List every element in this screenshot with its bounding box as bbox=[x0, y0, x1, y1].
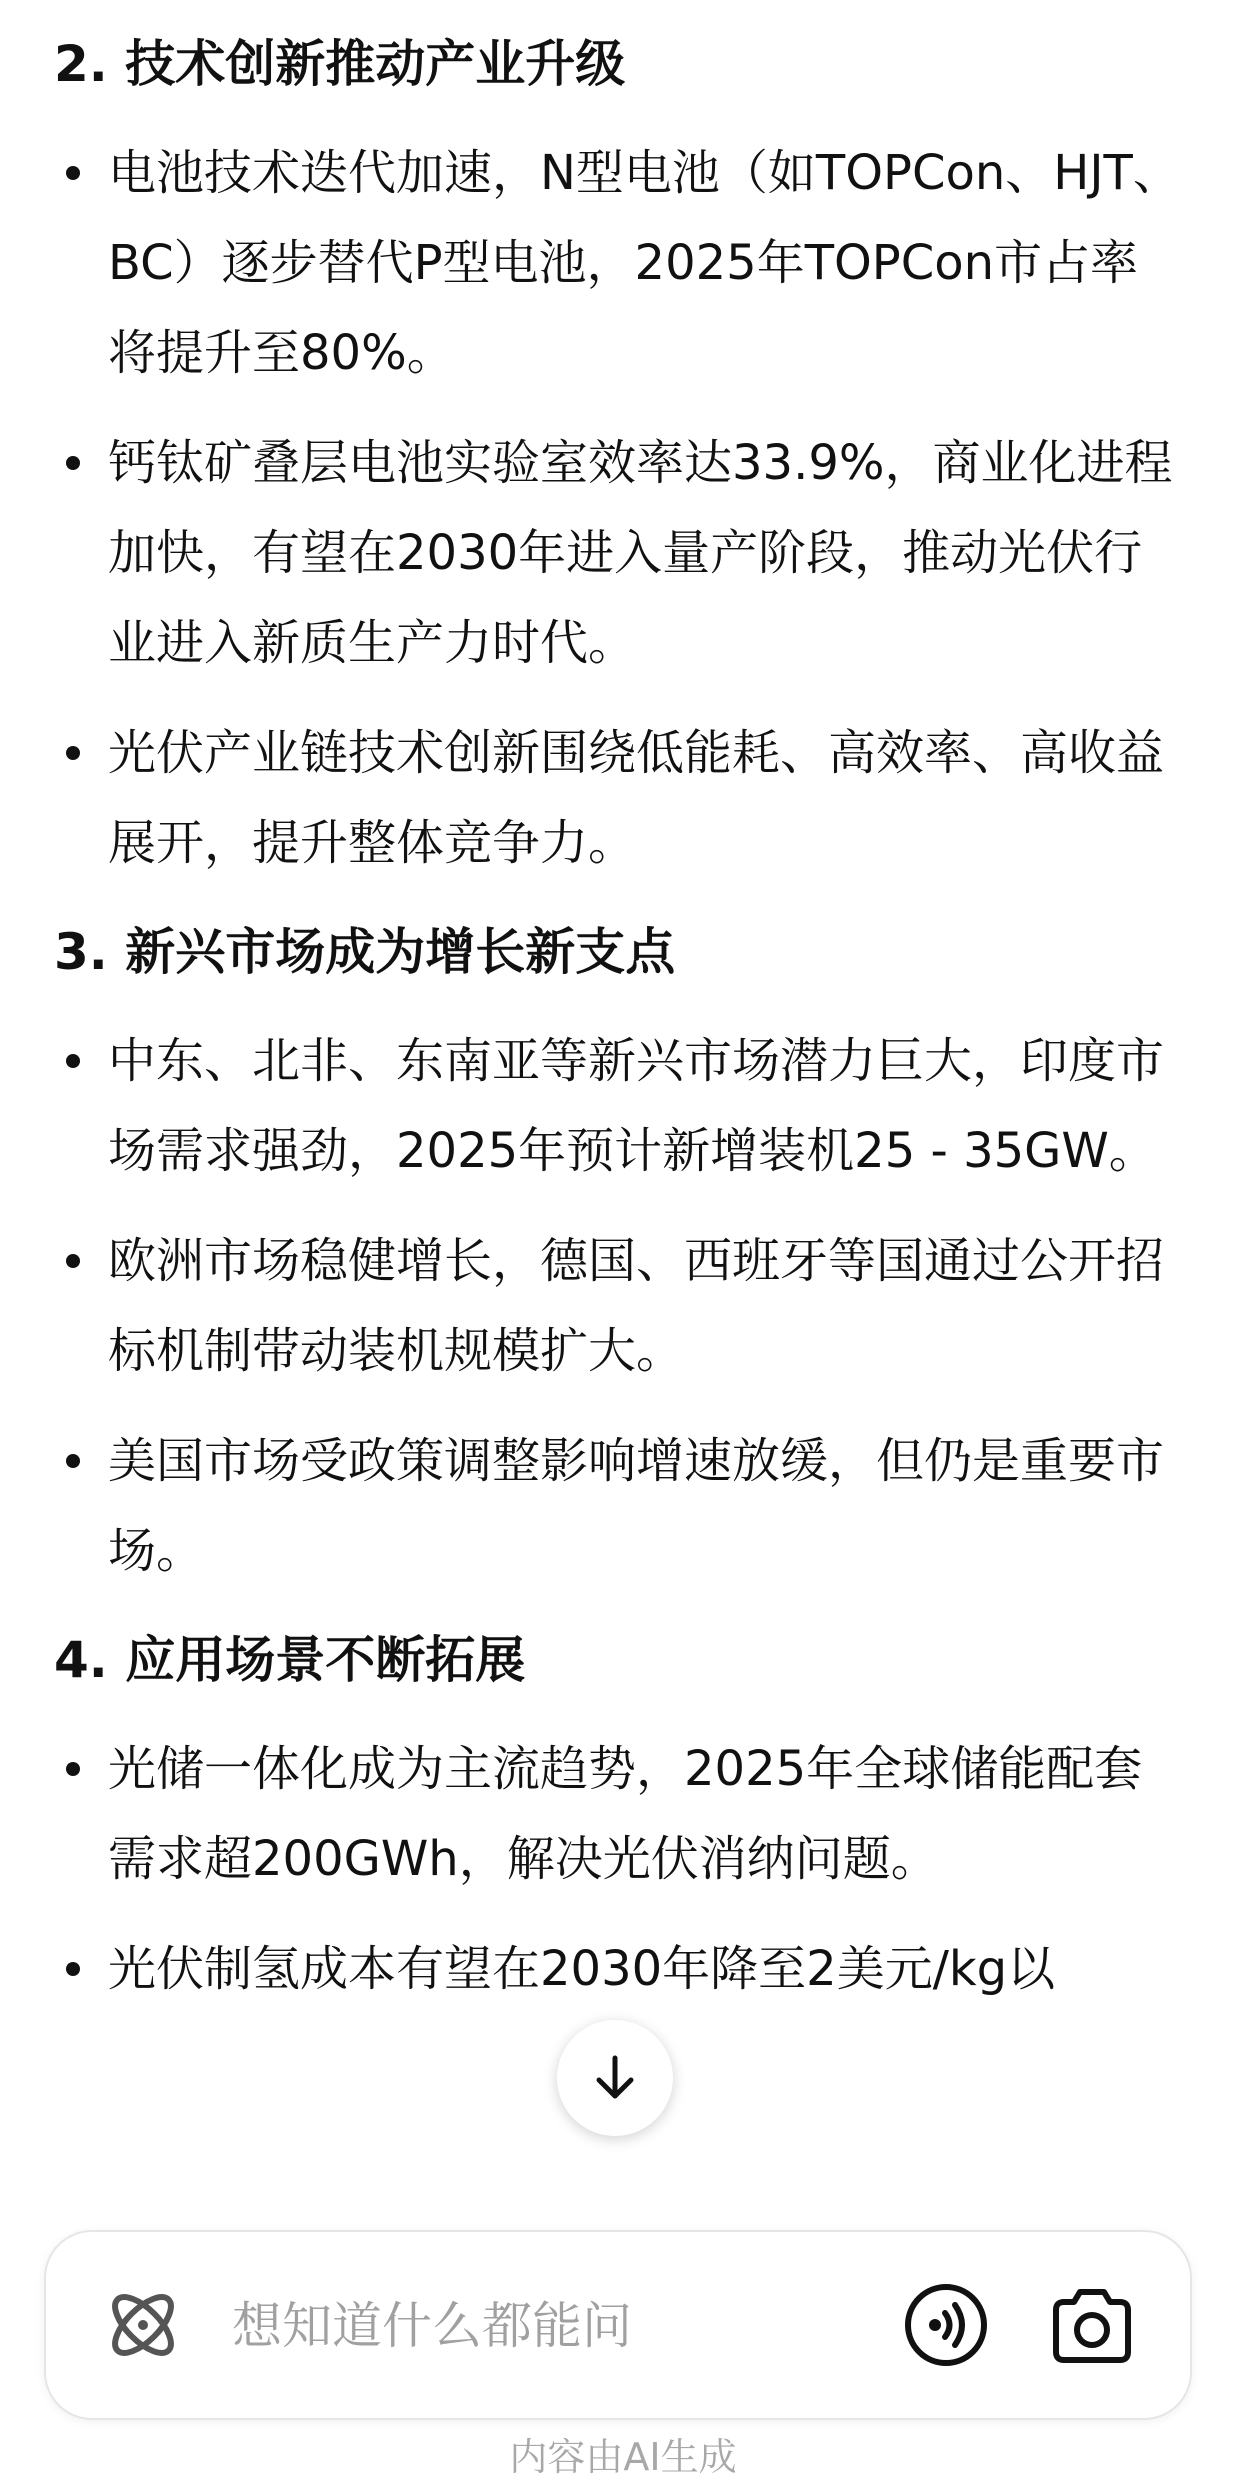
bullet-dot bbox=[66, 1962, 80, 1976]
section-title: 3. 新兴市场成为增长新支点 bbox=[54, 923, 676, 981]
voice-call-icon[interactable] bbox=[901, 2280, 991, 2370]
list-item-text: 钙钛矿叠层电池实验室效率达33.9%，商业化进程加快，有望在2030年进入量产阶段，推动光伏行业进入新质生产力时代。 bbox=[108, 435, 1173, 671]
list-item bbox=[54, 708, 1184, 888]
list-item bbox=[54, 128, 1184, 398]
arrow-down-icon bbox=[587, 2050, 643, 2106]
bullet-dot bbox=[66, 166, 80, 180]
content-fade bbox=[0, 2150, 1246, 2230]
section-title: 4. 应用场景不断拓展 bbox=[54, 1631, 526, 1689]
section-title: 2. 技术创新推动产业升级 bbox=[54, 35, 626, 93]
bullet-dot bbox=[66, 1054, 80, 1068]
bullet-dot bbox=[66, 746, 80, 760]
article-content bbox=[54, 22, 1184, 2036]
list-item-text: 光伏产业链技术创新围绕低能耗、高效率、高收益展开，提升整体竞争力。 bbox=[108, 725, 1165, 871]
bullet-dot bbox=[66, 1254, 80, 1268]
bullet-dot bbox=[66, 1454, 80, 1468]
chat-input-bar[interactable] bbox=[44, 2230, 1192, 2420]
list-item bbox=[54, 1016, 1184, 1196]
list-item bbox=[54, 418, 1184, 688]
list-item-text: 美国市场受政策调整影响增速放缓，但仍是重要市场。 bbox=[108, 1433, 1165, 1579]
chat-input-field[interactable]: 想知道什么都能问 bbox=[232, 2297, 632, 2355]
list-item-text: 欧洲市场稳健增长，德国、西班牙等国通过公开招标机制带动装机规模扩大。 bbox=[108, 1233, 1165, 1379]
list-item-text: 光伏制氢成本有望在2030年降至2美元/kg以 bbox=[108, 1941, 1056, 1997]
bullet-dot bbox=[66, 1762, 80, 1776]
bullet-list bbox=[54, 1016, 1184, 1596]
list-item-text: 电池技术迭代加速，N型电池（如TOPCon、HJT、BC）逐步替代P型电池，2025年TOPCon市占率将提升至80%。 bbox=[108, 145, 1181, 381]
list-item bbox=[54, 1416, 1184, 1596]
bullet-list bbox=[54, 1724, 1184, 2014]
list-item-text: 光储一体化成为主流趋势，2025年全球储能配套需求超200GWh，解决光伏消纳问题。 bbox=[108, 1741, 1143, 1887]
list-item bbox=[54, 1216, 1184, 1396]
ai-generated-notice: 内容由AI生成 bbox=[509, 2435, 737, 2479]
list-item-text: 中东、北非、东南亚等新兴市场潜力巨大，印度市场需求强劲，2025年预计新增装机25 - 35GW。 bbox=[108, 1033, 1165, 1179]
list-item bbox=[54, 1924, 1184, 2014]
list-item bbox=[54, 1724, 1184, 1904]
scroll-to-bottom-button[interactable] bbox=[557, 2020, 673, 2136]
bullet-list bbox=[54, 128, 1184, 888]
camera-icon[interactable] bbox=[1046, 2280, 1138, 2370]
bullet-dot bbox=[66, 456, 80, 470]
ai-atom-icon[interactable] bbox=[98, 2280, 188, 2370]
